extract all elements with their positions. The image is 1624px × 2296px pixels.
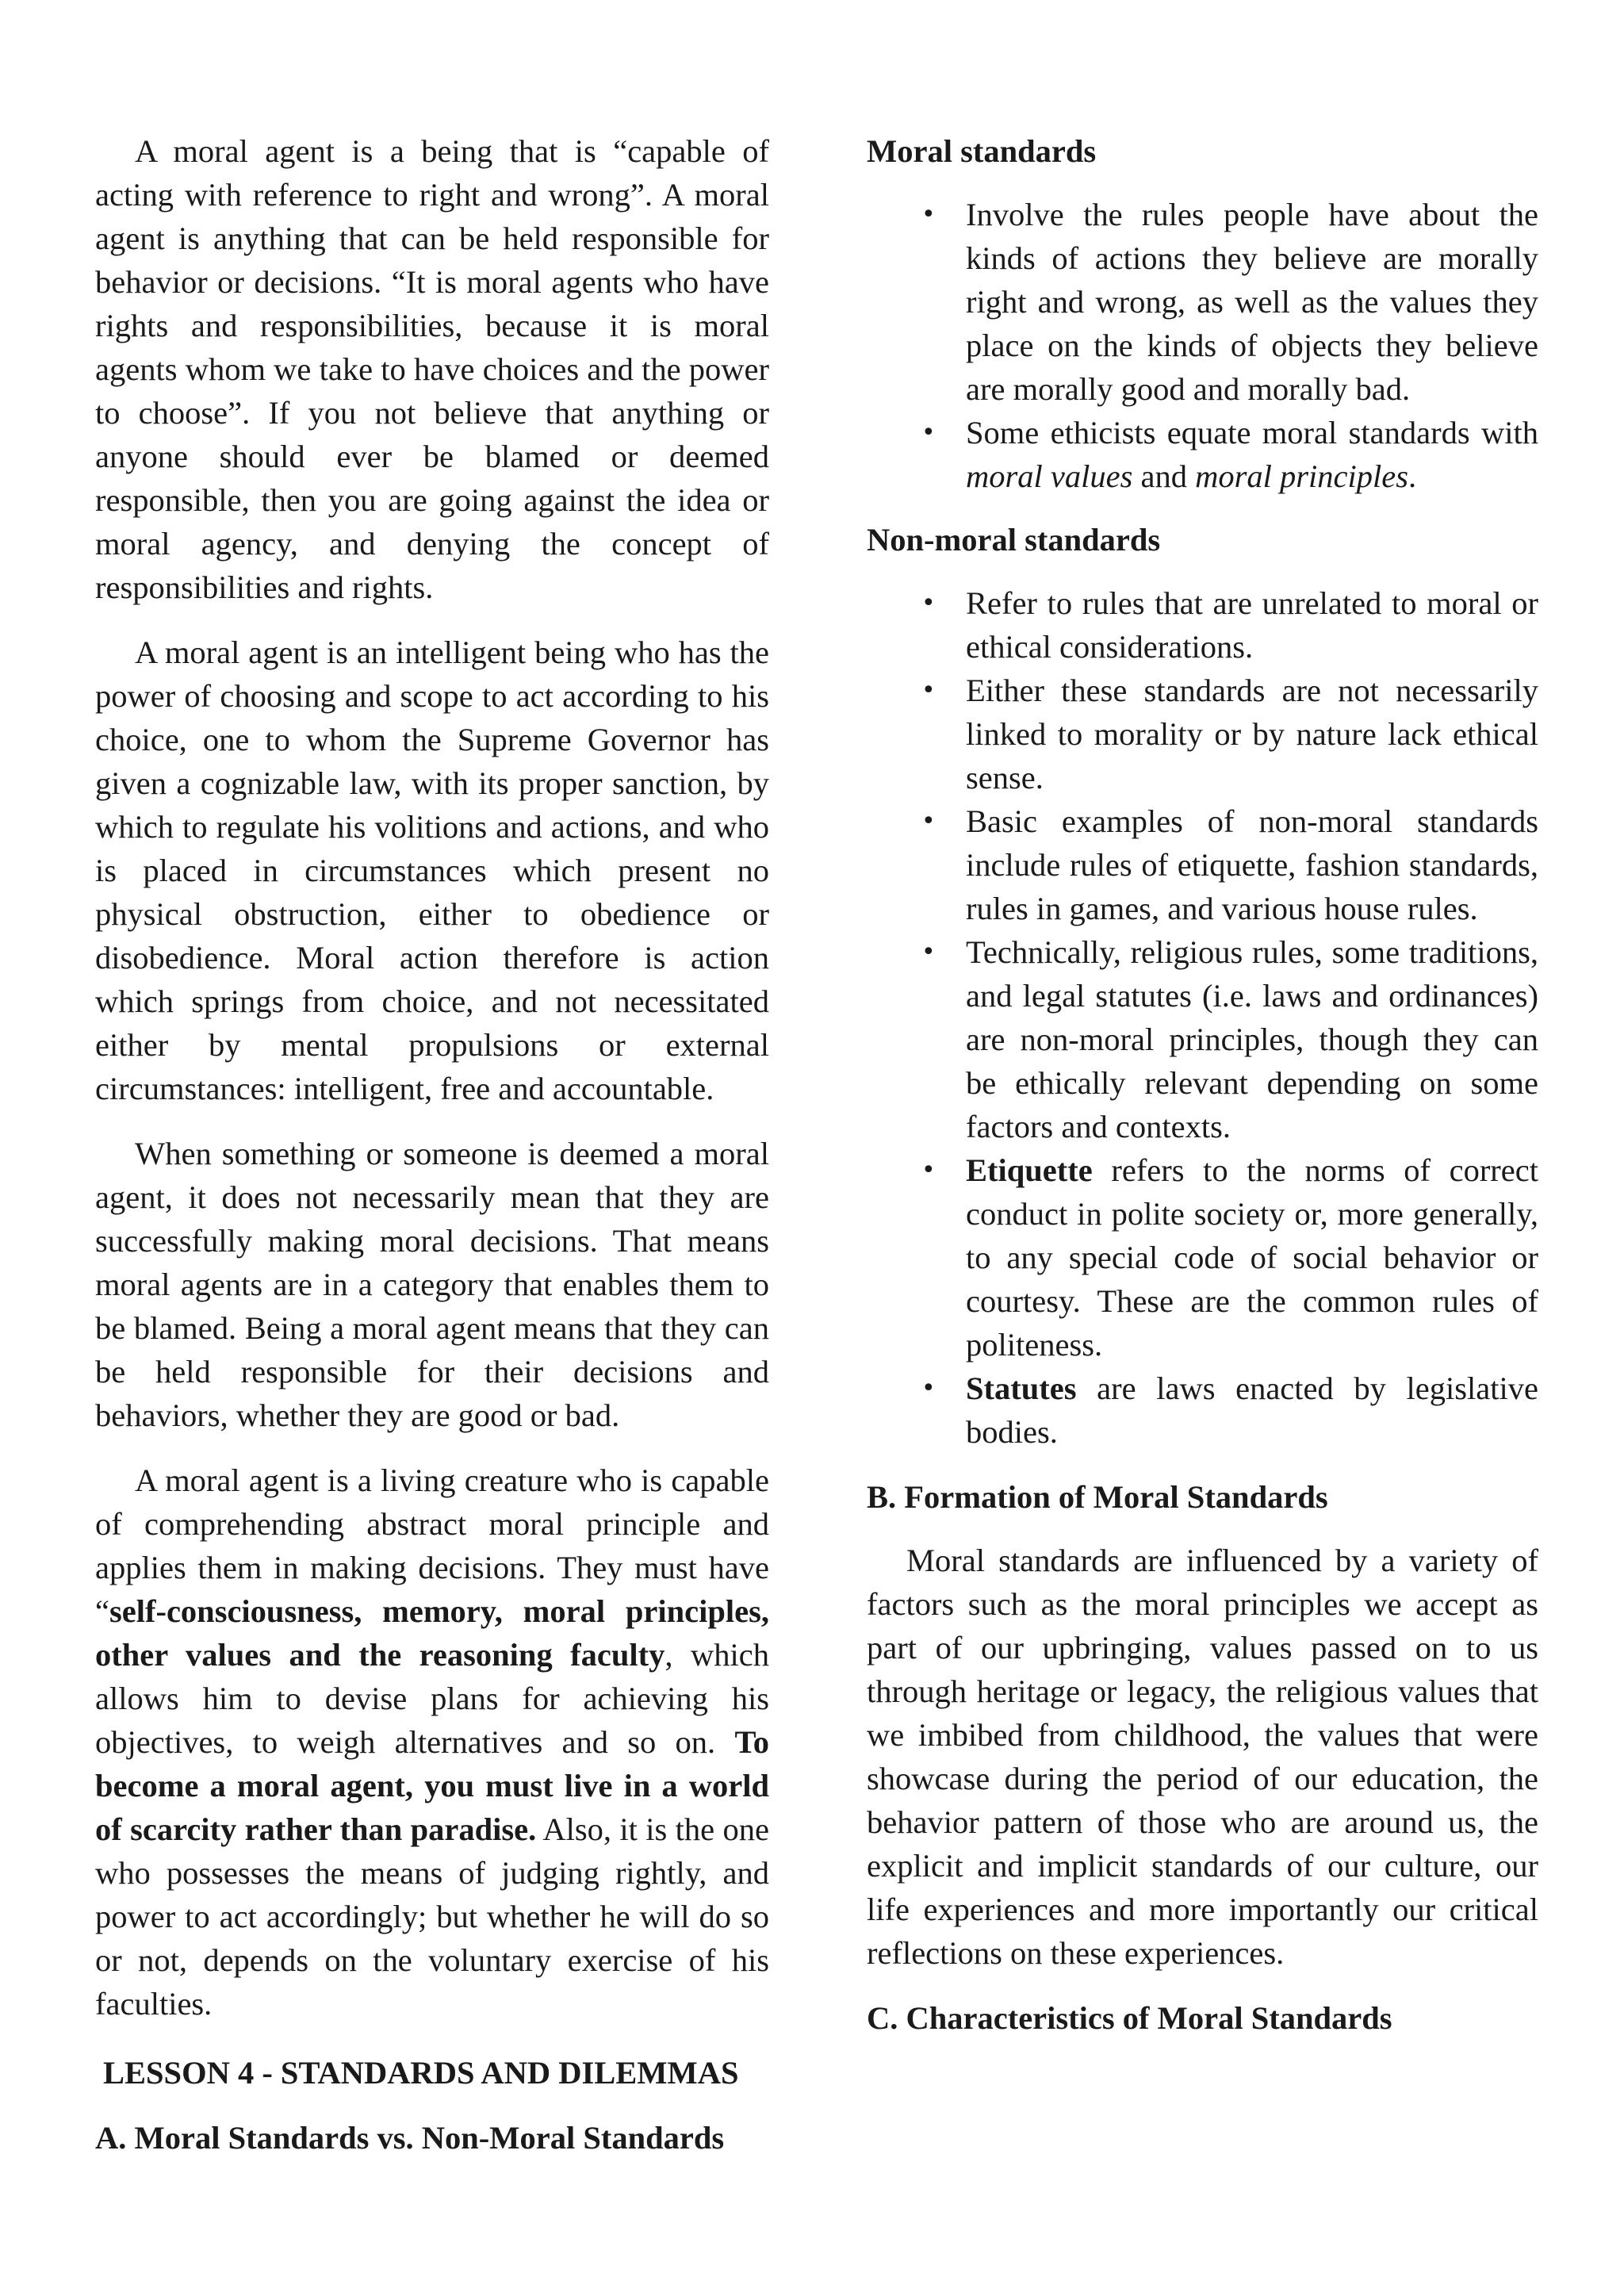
italic-text-run: moral values — [966, 458, 1133, 494]
bold-term: Etiquette — [966, 1152, 1093, 1188]
right-column — [867, 129, 1538, 2040]
list-item — [921, 799, 1538, 930]
text-run: A moral agent is a living creature who is capable of comprehending abstract moral principle and applies them in making decisions. They must have “ — [95, 1462, 769, 1629]
bullet-icon: • — [921, 807, 936, 835]
bullet-icon: • — [921, 1374, 936, 1402]
paragraph-deemed-moral-agent: When something or someone is deemed a moral agent, it does not necessarily mean that they are successfully making moral decisions. That means moral agents are in a category that enables them to be blamed. Being a moral agent means that they can be held responsible for their decisions and behaviors, whether they are good or bad. — [95, 1136, 769, 1433]
non-moral-standards-list — [867, 581, 1538, 1454]
bullet-icon: • — [921, 677, 936, 704]
moral-standards-list — [867, 193, 1538, 498]
italic-text-run: moral principles — [1195, 458, 1408, 494]
bullet-icon: • — [921, 938, 936, 966]
list-item — [921, 669, 1538, 799]
left-column — [95, 129, 769, 2160]
text-run: Also, it is the one who possesses the means of judging rightly, and power to act accordingly; but whether he will do so or not, depends on the voluntary exercise of his faculties. — [95, 1811, 769, 2022]
list-item — [921, 193, 1538, 411]
list-item-text: refers to the norms of correct conduct in polite society or, more generally, to any special code of social behavior or courtesy. These are the common rules of politeness. — [966, 1152, 1538, 1363]
bold-text-run: self-consciousness, memory, moral principles, other values and the reasoning faculty — [95, 1593, 769, 1673]
section-a-heading: A. Moral Standards vs. Non-Moral Standards — [95, 2120, 725, 2156]
paragraph-living-creature — [95, 1458, 769, 2026]
paragraph-moral-agent-definition: A moral agent is a being that is “capable of acting with reference to right and wrong”. A moral agent is anything that can be held responsible for behavior or decisions. “It is moral agents who have rights and responsibilities, because it is moral agents whom we take to have choices and the power to choose”. If you not believe that anything or anyone should ever be blamed or deemed responsible, then you are going against the idea or moral agency, and denying the concept of responsibilities and rights. — [95, 133, 769, 605]
bullet-icon: • — [921, 1156, 936, 1184]
non-moral-standards-heading: Non-moral standards — [867, 522, 1161, 558]
list-item-text: Refer to rules that are unrelated to moral or ethical considerations. — [966, 585, 1538, 665]
list-item — [921, 1366, 1538, 1454]
list-item-text: are laws enacted by legislative bodies. — [966, 1370, 1538, 1450]
list-item — [921, 411, 1538, 498]
moral-standards-heading: Moral standards — [867, 133, 1097, 169]
lesson-title: LESSON 4 - STANDARDS AND DILEMMAS — [103, 2055, 739, 2091]
list-item-text: Either these standards are not necessarily linked to morality or by nature lack ethical sense. — [966, 673, 1538, 795]
list-item — [921, 1148, 1538, 1366]
text-run: Some ethicists equate moral standards with — [966, 415, 1538, 450]
text-run: and — [1132, 458, 1196, 494]
section-b-heading: B. Formation of Moral Standards — [867, 1479, 1328, 1515]
list-item-text: Basic examples of non-moral standards include rules of etiquette, fashion standards, rules in games, and various house rules. — [966, 803, 1538, 926]
bullet-icon: • — [921, 201, 936, 228]
text-run: . — [1408, 458, 1417, 494]
bold-term: Statutes — [966, 1370, 1077, 1406]
bullet-icon: • — [921, 419, 936, 447]
list-item-text: Technically, religious rules, some traditions, and legal statutes (i.e. laws and ordinances) are non-moral principles, though they can be ethically relevant depending on some factors and contexts. — [966, 934, 1538, 1144]
list-item — [921, 581, 1538, 669]
paragraph-formation: Moral standards are influenced by a variety of factors such as the moral principles we accept as part of our upbringing, values passed on to us through heritage or legacy, the religious values that we imbibed from childhood, the values that were showcase during the period of our education, the behavior pattern of those who are around us, the explicit and implicit standards of our culture, our life experiences and more importantly our critical reflections on these experiences. — [867, 1543, 1538, 1971]
section-c-heading: C. Characteristics of Moral Standards — [867, 2000, 1392, 2036]
paragraph-intelligent-being: A moral agent is an intelligent being who has the power of choosing and scope to act according to his choice, one to whom the Supreme Governor has given a cognizable law, with its proper sanction, by which to regulate his volitions and actions, and who is placed in circumstances which present no physical obstruction, either to obedience or disobedience. Moral action therefore is action which springs from choice, and not necessitated either by mental propulsions or external circumstances: intelligent, free and accountable. — [95, 634, 769, 1106]
list-item — [921, 930, 1538, 1148]
list-item-text: Involve the rules people have about the kinds of actions they believe are morally right and wrong, as well as the values they place on the kinds of objects they believe are morally good and morally bad. — [966, 197, 1538, 407]
bullet-icon: • — [921, 589, 936, 617]
bold-text-run: To become a moral agent, you must live in a world of scarcity rather than paradise. — [95, 1724, 769, 1847]
text-run: , which allows him to devise plans for achieving his objectives, to weigh alternatives and so on. — [95, 1637, 769, 1760]
